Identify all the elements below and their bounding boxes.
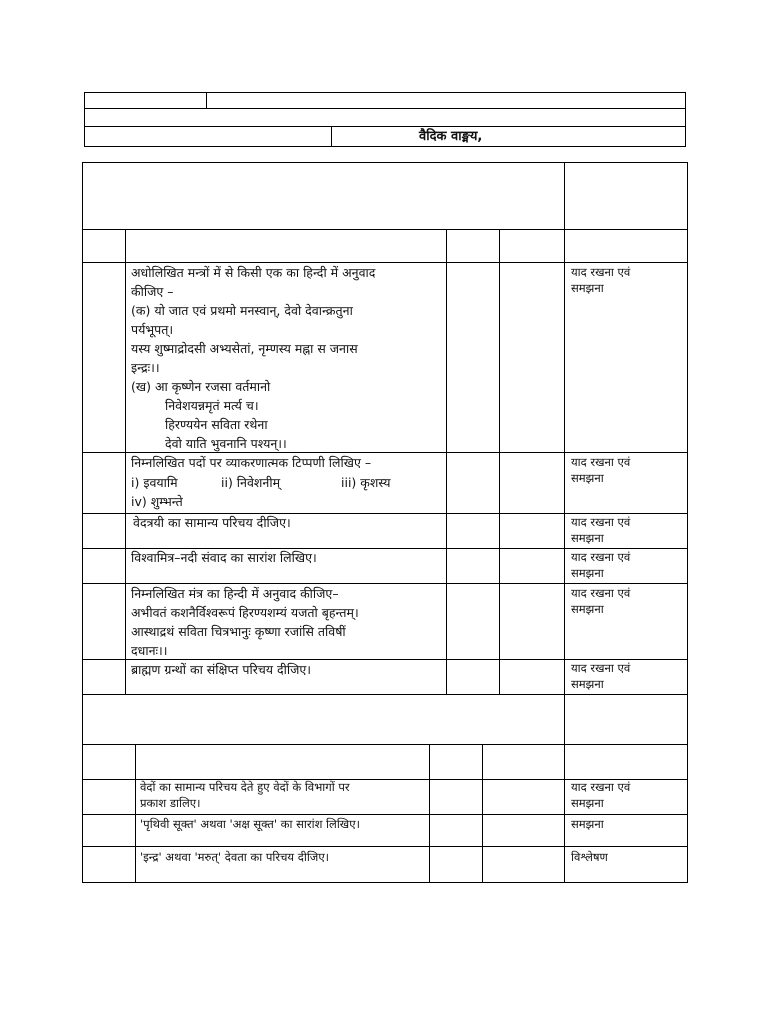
q2-part: i) इवयामि — [131, 475, 178, 490]
header-table — [84, 92, 686, 147]
q8-note: समझना — [571, 817, 604, 831]
q2-note: समझना — [571, 471, 604, 485]
q1-line: कीजिए – — [131, 284, 174, 299]
col-line — [135, 744, 136, 883]
col-line — [564, 694, 565, 883]
q6-note: समझना — [571, 677, 604, 691]
q4-note: समझना — [571, 566, 604, 580]
q2-part: iii) कृशस्य — [341, 475, 391, 490]
q2-line: निम्नलिखित पदों पर व्याकरणात्मक टिप्पणी लिखिए – — [131, 455, 372, 470]
q1-line: अधोलिखित मन्त्रों में से किसी एक का हिन्दी में अनुवाद — [131, 265, 376, 280]
q9-text: 'इन्द्र' अथवा 'मरुत्' देवता का परिचय दीजिए। — [140, 850, 330, 864]
q3-note: समझना — [571, 531, 604, 545]
header-vdivider-2 — [331, 126, 332, 147]
q2-note: याद रखना एवं — [571, 455, 631, 469]
header-vdivider-1 — [206, 92, 207, 108]
row-line — [82, 744, 688, 745]
q5-line: निम्नलिखित मंत्र का हिन्दी में अनुवाद कीजिए– — [131, 586, 339, 601]
col-line — [564, 162, 565, 694]
q1-line: यस्य शुष्माद्रोदसी अभ्यसेतां, नृम्णस्य मह्ना स जनास — [131, 341, 358, 356]
q5-line: दधानः।। — [131, 643, 168, 658]
q7-note: समझना — [571, 796, 604, 810]
col-line — [499, 229, 500, 694]
q1-line: इन्द्रः।। — [131, 360, 160, 375]
q1-note: समझना — [571, 281, 604, 295]
col-line — [482, 744, 483, 883]
q5-line: आस्थाद्रथं सविता चित्रभानुः कृष्णा रजांसि तविषीं — [131, 624, 346, 639]
q7-note: याद रखना एवं — [571, 780, 631, 794]
row-line — [82, 814, 688, 815]
q6-text: ब्राह्मण ग्रन्थों का संक्षिप्त परिचय दीजिए। — [131, 662, 312, 677]
q1-line: निवेशयन्नमृतं मर्त्य च। — [165, 398, 259, 413]
q1-note: याद रखना एवं — [571, 265, 631, 279]
col-line — [125, 229, 126, 694]
q1-line: हिरण्ययेन सविता रथेना — [165, 417, 268, 432]
q5-line: अभीवतं कशनैर्विश्वरूपं हिरण्यशम्यं यजतो बृहन्तम्। — [131, 605, 359, 620]
q9-note: विश्लेषण — [571, 850, 608, 864]
col-line — [429, 744, 430, 883]
row-line — [82, 694, 688, 695]
header-divider-1 — [84, 108, 686, 109]
q2-part: iv) शुम्भन्ते — [131, 494, 183, 509]
q3-text: वेदत्रयी का सामान्य परिचय दीजिए। — [133, 515, 291, 530]
row-line — [82, 846, 688, 847]
q1-line: पर्यभूपत्। — [131, 322, 174, 337]
q8-text: 'पृथिवी सूक्त' अथवा 'अक्ष सूक्त' का सारांश लिखिए। — [140, 817, 360, 831]
q4-note: याद रखना एवं — [571, 550, 631, 564]
q1-line: (क) यो जात एवं प्रथमो मनस्वान्, देवो देवान्क्रतुना — [131, 303, 353, 318]
row-line — [82, 229, 688, 230]
q7-line: प्रकाश डालिए। — [140, 796, 201, 810]
q1-line: देवो याति भुवनानि पश्यन्।। — [165, 436, 287, 451]
q1-line: (ख) आ कृष्णेन रजसा वर्तमानो — [131, 379, 271, 394]
header-divider-2 — [84, 126, 686, 127]
col-line — [446, 229, 447, 694]
q3-note: याद रखना एवं — [571, 515, 631, 529]
q5-note: समझना — [571, 602, 604, 616]
q4-text: विश्वामित्र–नदी संवाद का सारांश लिखिए। — [131, 550, 317, 565]
q5-note: याद रखना एवं — [571, 586, 631, 600]
q7-line: वेदों का सामान्य परिचय देते हुए वेदों के विभागों पर — [140, 780, 350, 794]
q2-part: ii) निवेशनीम् — [221, 475, 281, 490]
q6-note: याद रखना एवं — [571, 661, 631, 675]
page-title: वैदिक वाङ्मय, — [419, 129, 483, 144]
